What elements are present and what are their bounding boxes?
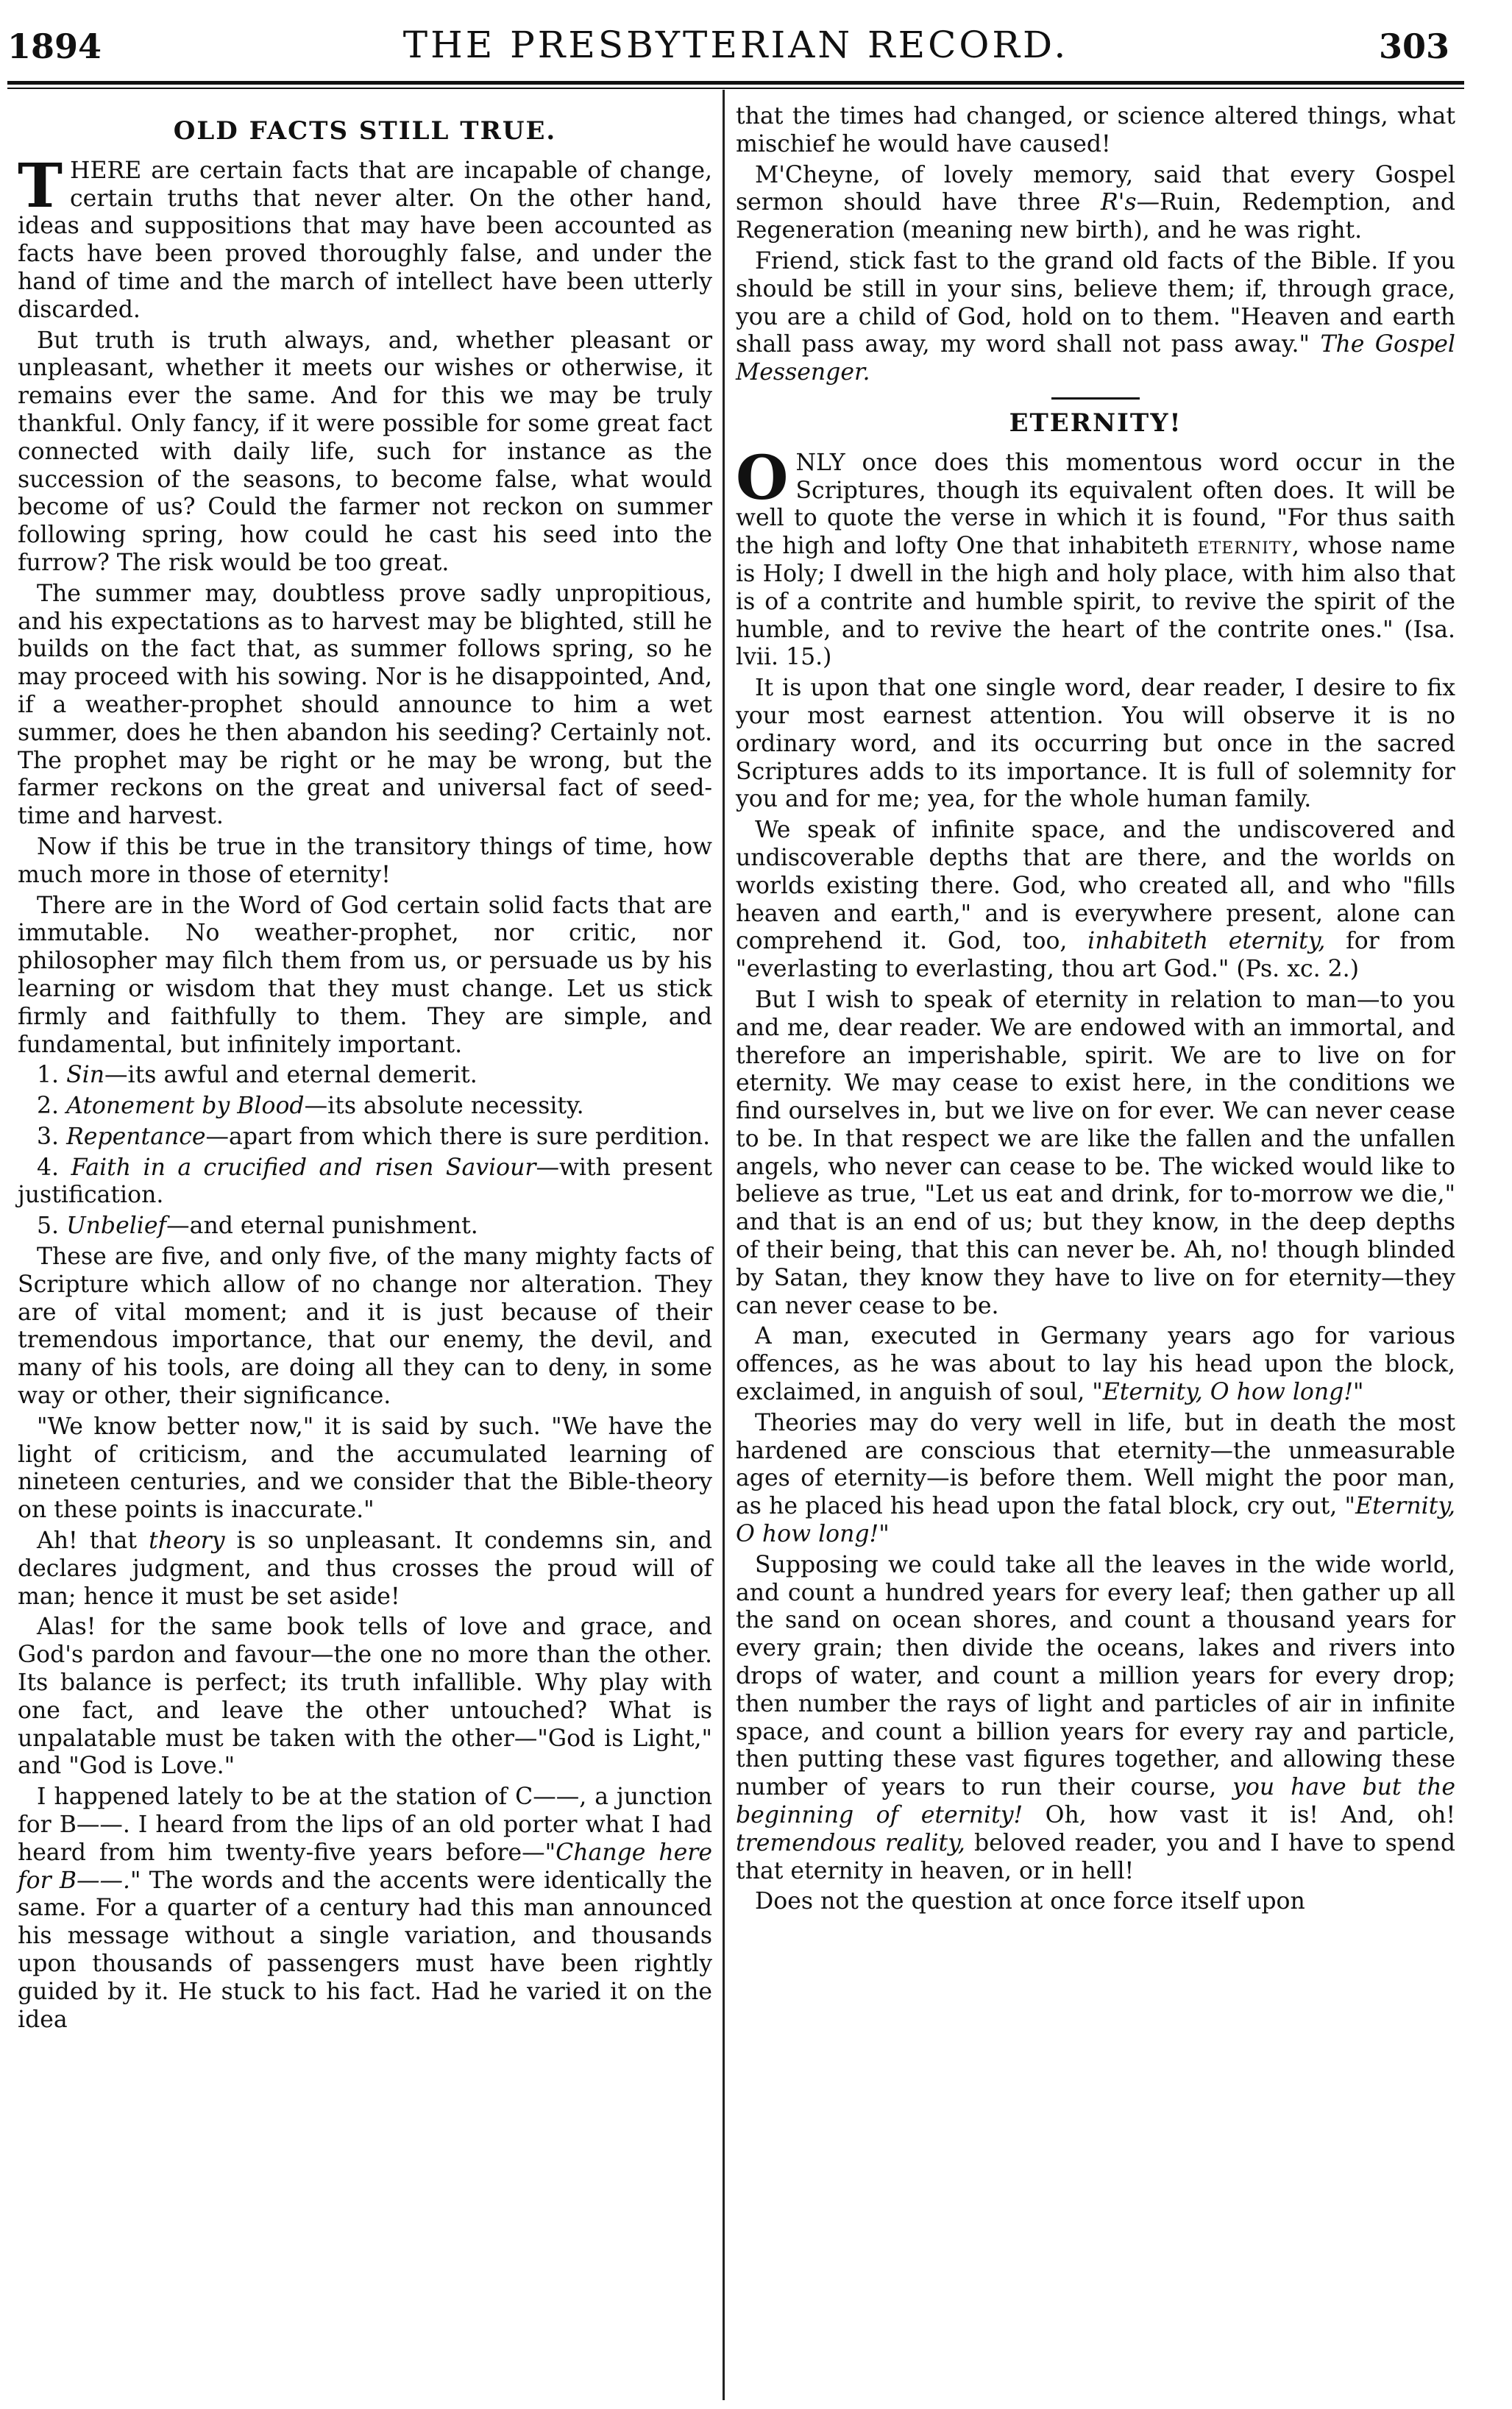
article-paragraph: "We know better now," it is said by such. "We have the light of criticism, and the accumulated learning of nineteen centuries, and we consider that the Bible-theory on these points is inaccurate." <box>18 1413 712 1524</box>
article-title: OLD FACTS STILL TRUE. <box>173 116 557 146</box>
article-paragraph <box>18 150 712 324</box>
article-paragraph: Alas! for the same book tells of love and grace, and God's pardon and favour—the one no more than the other. Its balance is perfect; its truth infallible. Why play with one fact, and leave the other untouched? What is unpalatable must be taken with the other—"God is Light," and "God is Love." <box>18 1614 712 1780</box>
header-rule <box>7 81 1464 85</box>
article-paragraph: Theories may do very well in life, but in death the most hardened are conscious that eternity—the unmeasurable ages of eternity—is before them. Well might the poor man, as he placed his head upon the fatal block, cry out, "Eternity, O how long!" <box>736 1409 1455 1548</box>
list-item: 2. Atonement by Blood—its absolute necessity. <box>37 1093 584 1120</box>
article-paragraph: It is upon that one single word, dear reader, I desire to fix your most earnest attention. You will observe it is no ordinary word, and its occurring but once in the sacred Scriptures adds to its importance. It is full of solemnity for you and for me; yea, for the whole human family. <box>736 675 1455 813</box>
article-paragraph: Does not the question at once force itself upon <box>755 1888 1305 1915</box>
left-column <box>18 110 712 2037</box>
article-paragraph: Now if this be true in the transitory things of time, how much more in those of eternity! <box>18 833 712 888</box>
drop-cap: O <box>736 442 789 514</box>
header-page-number: 303 <box>1378 26 1449 66</box>
page-header <box>0 22 1472 74</box>
section-divider <box>1051 397 1140 400</box>
list-item: 1. Sin—its awful and eternal demerit. <box>37 1062 478 1089</box>
lead-word: HERE <box>70 157 142 184</box>
article-paragraph: But truth is truth always, and, whether pleasant or unpleasant, whether it meets our wishes or otherwise, it remains ever the same. And for this we may be truly thankful. Only fancy, if it were possible for some great fact connected with daily life, such for instance as the succession of the seasons, to become false, what would become of us? Could the farmer not reckon on summer following spring, how could he cast his seed into the furrow? The risk would be too great. <box>18 327 712 576</box>
header-rule-thin <box>7 88 1464 89</box>
drop-cap: T <box>18 150 63 221</box>
list-item: 3. Repentance—apart from which there is sure perdition. <box>37 1123 711 1150</box>
article-paragraph: I happened lately to be at the station of C——, a junction for B——. I heard from the lips of an old porter what I had heard from him twenty-five years before—"Change here for B——." The words and the accents were identically the same. For a quarter of a century had this man announced his message without a single variation, and thousands upon thousands of passengers must have been rightly guided by it. He stuck to his fact. Had he varied it on the idea <box>18 1784 713 2033</box>
article-paragraph: that the times had changed, or science altered things, what mischief he would have caused! <box>736 103 1455 157</box>
list-item: 5. Unbelief—and eternal punishment. <box>37 1213 478 1240</box>
paragraph-text: are certain facts that are incapable of change, certain truths that never alter. On the other hand, ideas and suppositions that may have been accounted as facts have been proved thoroughly false, and under the hand of time and the march of intellect have been utterly discarded. <box>18 157 712 323</box>
header-year: 1894 <box>7 26 102 66</box>
article-paragraph: But I wish to speak of eternity in relation to man—to you and me, dear reader. We are endowed with an immortal, and therefore an imperishable, spirit. We are to live on for eternity. We may cease to exist here, in the conditions we find ourselves in, but we live on for ever. We can never cease to be. In that respect we are like the fallen and the unfallen angels, who never can cease to be. The wicked would like to believe as true, "Let us eat and drink, for to-morrow we die," and that is an end of us; but they know, in the deep depths of their being, that this can never be. Ah, no! though blinded by Satan, they know they have to live on for eternity—they can never cease to be. <box>736 986 1455 1319</box>
article-paragraph: Ah! that theory is so unpleasant. It condemns sin, and declares judgment, and thus crosses the proud will of man; hence it must be set aside! <box>18 1528 713 1610</box>
article-paragraph: M'Cheyne, of lovely memory, said that every Gospel sermon should have three R's—Ruin, Redemption, and Regeneration (meaning new birth), and he was right. <box>736 161 1456 244</box>
article-paragraph: A man, executed in Germany years ago for various offences, as he was about to lay his head upon the block, exclaimed, in anguish of soul, "Eternity, O how long!" <box>736 1323 1455 1406</box>
right-column <box>736 103 1455 1919</box>
source-credit: The Gospel Messenger. <box>736 331 1455 386</box>
article-title: ETERNITY! <box>1009 408 1182 438</box>
lead-word: NLY <box>795 449 845 476</box>
article-paragraph: There are in the Word of God certain solid facts that are immutable. No weather-prophet, nor critic, nor philosopher may filch them from us, or persuade us by his learning or wisdom that they must change. Let us stick firmly and faithfully to them. They are simple, and fundamental, but infinitely important. <box>18 892 712 1058</box>
article-paragraph: These are five, and only five, of the many mighty facts of Scripture which allow of no change nor alteration. They are of vital moment; and it is just because of their tremendous importance, that our enemy, the devil, and many of his tools, are doing all they can to deny, in some way or other, their significance. <box>18 1243 712 1410</box>
article-paragraph: Supposing we could take all the leaves in the wide world, and count a hundred years for every leaf; then gather up all the sand on ocean shores, and count a thousand years for every grain; then divide the oceans, lakes and rivers into drops of water, and count a million years for every drop; then number the rays of light and particles of air in infinite space, and count a billion years for every ray and particle, then putting these vast figures together, and allowing these number of years to run their course, you have but the beginning of eternity! Oh, how vast it is! And, oh! tremendous reality, beloved reader, you and I have to spend that eternity in heaven, or in hell! <box>736 1551 1456 1884</box>
header-title: THE PRESBYTERIAN RECORD. <box>402 24 1069 66</box>
article-paragraph: We speak of infinite space, and the undiscovered and undiscoverable depths that are there, and the worlds on worlds existing there. God, who created all, and who "fills heaven and earth," and is everywhere present, alone can comprehend it. God, too, inhabiteth eternity, for from "everlasting to everlasting, thou art God." (Ps. xc. 2.) <box>736 817 1455 983</box>
article-paragraph: Friend, stick fast to the grand old facts of the Bible. If you should be still in your sins, believe them; if, through grace, you are a child of God, hold on to them. "Heaven and earth shall pass away, my word shall not pass away." The Gospel Messenger. <box>736 247 1455 386</box>
list-item: 4. Faith in a crucified and risen Saviour—with present justification. <box>18 1154 712 1209</box>
column-divider <box>723 90 725 2400</box>
article-paragraph: O NLY once does this momentous word occur in the Scriptures, though its equivalent often does. It will be well to quote the verse in which it is found, "For thus saith the high and lofty One that inhabiteth eternity, whose name is Holy; I dwell in the high and holy place, with him also that is of a contrite and humble spirit, to revive the spirit of the humble, and to revive the heart of the contrite ones." (Isa. lvii. 15.) <box>736 442 1456 671</box>
article-paragraph: The summer may, doubtless prove sadly unpropitious, and his expectations as to harvest may be blighted, still he builds on the fact that, as summer follows spring, so he may proceed with his sowing. Nor is he disappointed, And, if a weather-prophet should announce to him a wet summer, does he then abandon his seeding? Certainly not. The prophet may be right or he may be wrong, but the farmer reckons on the great and universal fact of seed-time and harvest. <box>18 580 712 830</box>
